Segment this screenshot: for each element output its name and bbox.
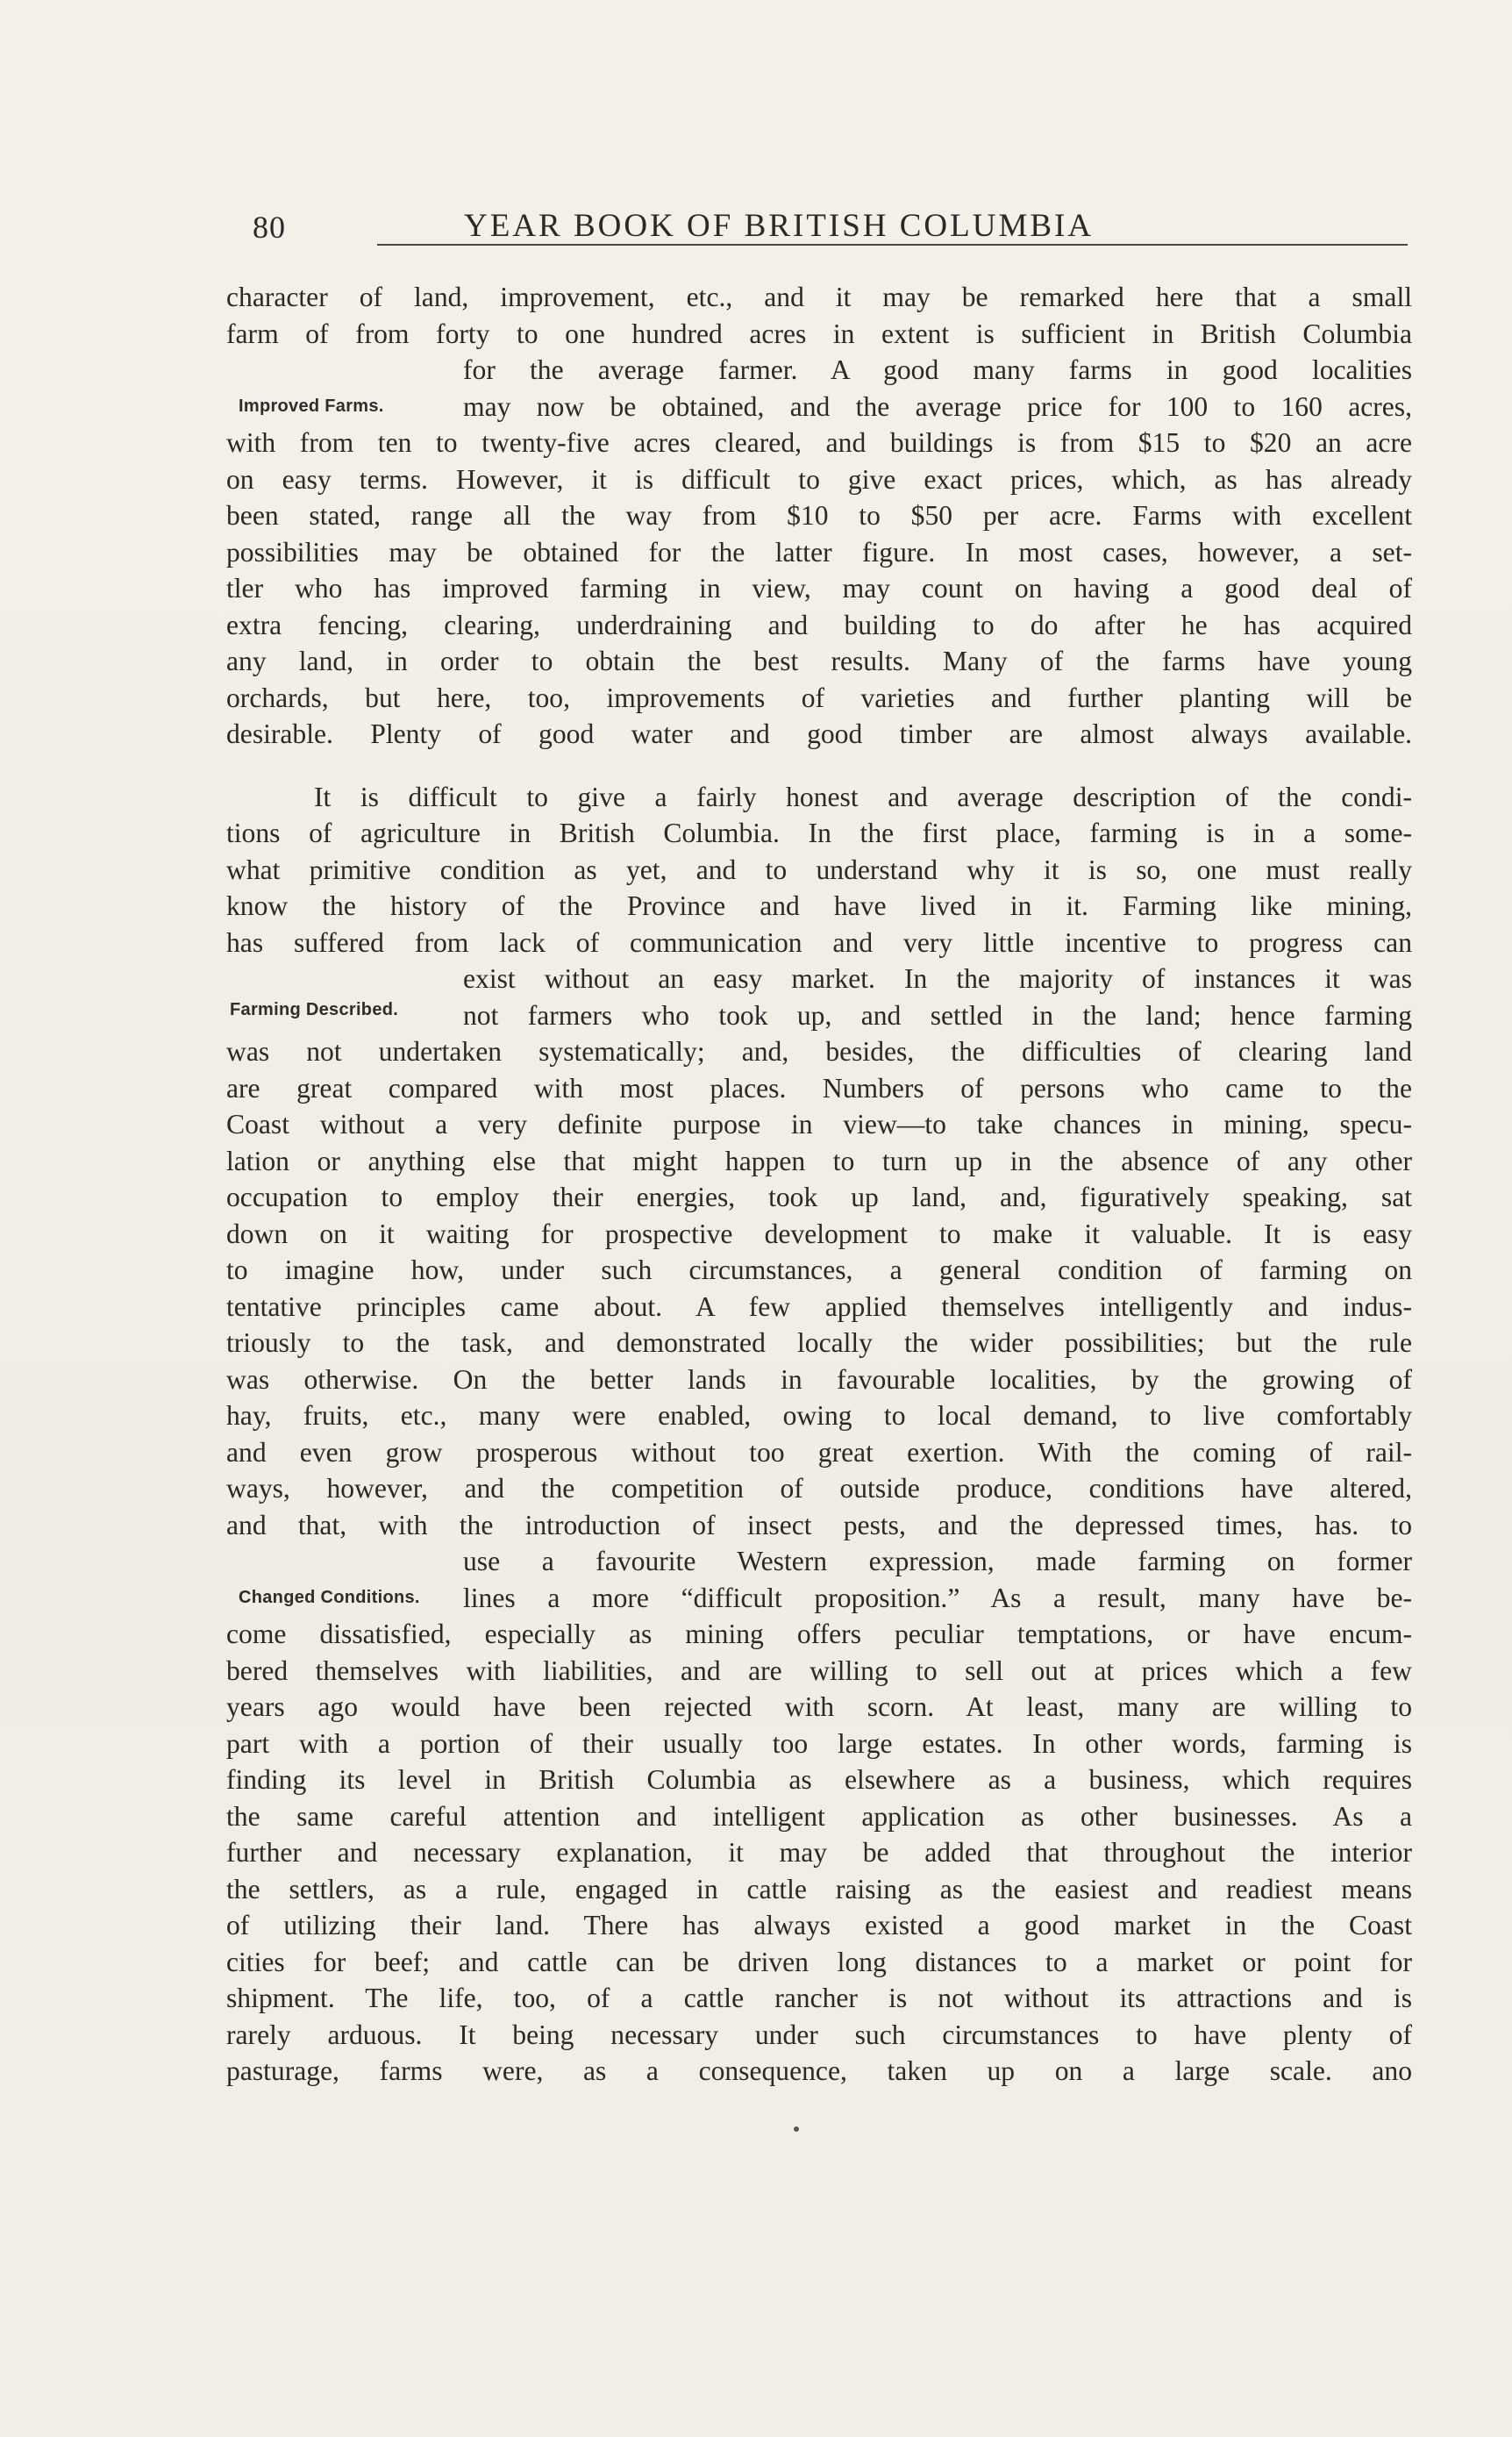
text-line: desirable. Plenty of good water and good timber are almost always available. [226, 718, 1412, 749]
sidenote-changed-conditions: Changed Conditions. [239, 1588, 420, 1607]
paragraph-2 [226, 779, 1412, 2090]
text-line: lines a more “difficult proposition.” As a result, many have be- [463, 1582, 1412, 1613]
running-head [249, 202, 1411, 254]
text-line: come dissatisfied, especially as mining offers peculiar temptations, or have encum- [226, 1619, 1412, 1649]
text-line: to imagine how, under such circumstances, a general condition of farming on [226, 1254, 1412, 1285]
text-line: pasturage, farms were, as a consequence, taken up on a large scale. ano [226, 2055, 1412, 2086]
text-line: orchards, but here, too, improvements of varieties and further planting will be [226, 682, 1412, 713]
paragraph-gap [226, 753, 1412, 779]
text-line: the same careful attention and intelligent application as other businesses. As a [226, 1800, 1412, 1832]
text-line: further and necessary explanation, it may be added that throughout the interior [226, 1837, 1412, 1868]
text-line: part with a portion of their usually too large estates. In other words, farming is [226, 1727, 1412, 1759]
text-line: use a favourite Western expression, made farming on former [463, 1546, 1412, 1576]
sidenote-farming-described: Farming Described. [230, 1000, 399, 1019]
body-text [226, 279, 1412, 2090]
text-line: been stated, range all the way from $10 to $50 per acre. Farms with excellent [226, 500, 1412, 531]
text-line: years ago would have been rejected with scorn. At least, many are willing to [226, 1691, 1412, 1722]
text-line: are great compared with most places. Numbers of persons who came to the [226, 1072, 1412, 1104]
text-line: cities for beef; and cattle can be driven long distances to a market or point for [226, 1946, 1412, 1977]
text-line: know the history of the Province and have lived in it. Farming like mining, [226, 890, 1412, 921]
text-line: ways, however, and the competition of outside produce, conditions have altered, [226, 1473, 1412, 1504]
sidenote-improved-farms: Improved Farms. [239, 397, 384, 416]
text-line: any land, in order to obtain the best results. Many of the farms have young [226, 646, 1412, 676]
text-line: with from ten to twenty-five acres cleared, and buildings is from $15 to $20 an acre [226, 427, 1412, 458]
text-line: and even grow prosperous without too great exertion. With the coming of rail- [226, 1436, 1412, 1468]
text-line: finding its level in British Columbia as elsewhere as a business, which requires [226, 1764, 1412, 1795]
text-line: tions of agriculture in British Columbia. In the first place, farming is in a some- [226, 818, 1412, 848]
text-line: bered themselves with liabilities, and are willing to sell out at prices which a few [226, 1654, 1412, 1686]
paragraph-1 [226, 279, 1412, 753]
text-line: not farmers who took up, and settled in the land; hence farming [463, 999, 1412, 1031]
text-line: hay, fruits, etc., many were enabled, owing to local demand, to live comfortably [226, 1400, 1412, 1431]
text-line: was not undertaken systematically; and, besides, the difficulties of clearing land [226, 1036, 1412, 1067]
text-line: may now be obtained, and the average price for 100 to 160 acres, [463, 390, 1412, 422]
print-speck [794, 2126, 799, 2132]
text-line: shipment. The life, too, of a cattle rancher is not without its attractions and is [226, 1983, 1412, 2013]
text-line: down on it waiting for prospective development to make it valuable. It is easy [226, 1218, 1412, 1249]
text-line: tentative principles came about. A few applied themselves intelligently and indus- [226, 1290, 1412, 1322]
text-line: Coast without a very definite purpose in view—to take chances in mining, specu- [226, 1109, 1412, 1140]
text-line: triously to the task, and demonstrated locally the wider possibilities; but the rule [226, 1327, 1412, 1358]
text-line: on easy terms. However, it is difficult to give exact prices, which, as has already [226, 463, 1412, 495]
text-line: was otherwise. On the better lands in favourable localities, by the growing of [226, 1363, 1412, 1395]
text-line: occupation to employ their energies, took up land, and, figuratively speaking, sat [226, 1182, 1412, 1212]
text-line: and that, with the introduction of insect pests, and the depressed times, has. to [226, 1509, 1412, 1540]
running-title: YEAR BOOK OF BRITISH COLUMBIA [464, 208, 1095, 244]
text-line: lation or anything else that might happen to turn up in the absence of any other [226, 1145, 1412, 1176]
text-line: of utilizing their land. There has always existed a good market in the Coast [226, 1910, 1412, 1940]
text-line: the settlers, as a rule, engaged in cattle raising as the easiest and readiest means [226, 1873, 1412, 1905]
text-line: possibilities may be obtained for the latter figure. In most cases, however, a set- [226, 536, 1412, 568]
text-line: farm of from forty to one hundred acres in extent is sufficient in British Columbia [226, 318, 1412, 349]
text-line: It is difficult to give a fairly honest and average description of the condi- [314, 781, 1412, 812]
text-line: extra fencing, clearing, underdraining and building to do after he has acquired [226, 609, 1412, 640]
page-number: 80 [253, 210, 286, 245]
text-line: has suffered from lack of communication and very little incentive to progress can [226, 926, 1412, 958]
text-line: rarely arduous. It being necessary under such circumstances to have plenty of [226, 2019, 1412, 2050]
header-rule [377, 244, 1408, 246]
text-line: tler who has improved farming in view, may count on having a good deal of [226, 573, 1412, 604]
text-line: character of land, improvement, etc., and it may be remarked here that a small [226, 282, 1412, 312]
text-line: for the average farmer. A good many farms in good localities [463, 354, 1412, 385]
text-line: what primitive condition as yet, and to understand why it is so, one must really [226, 854, 1412, 885]
text-line: exist without an easy market. In the majority of instances it was [463, 963, 1412, 994]
